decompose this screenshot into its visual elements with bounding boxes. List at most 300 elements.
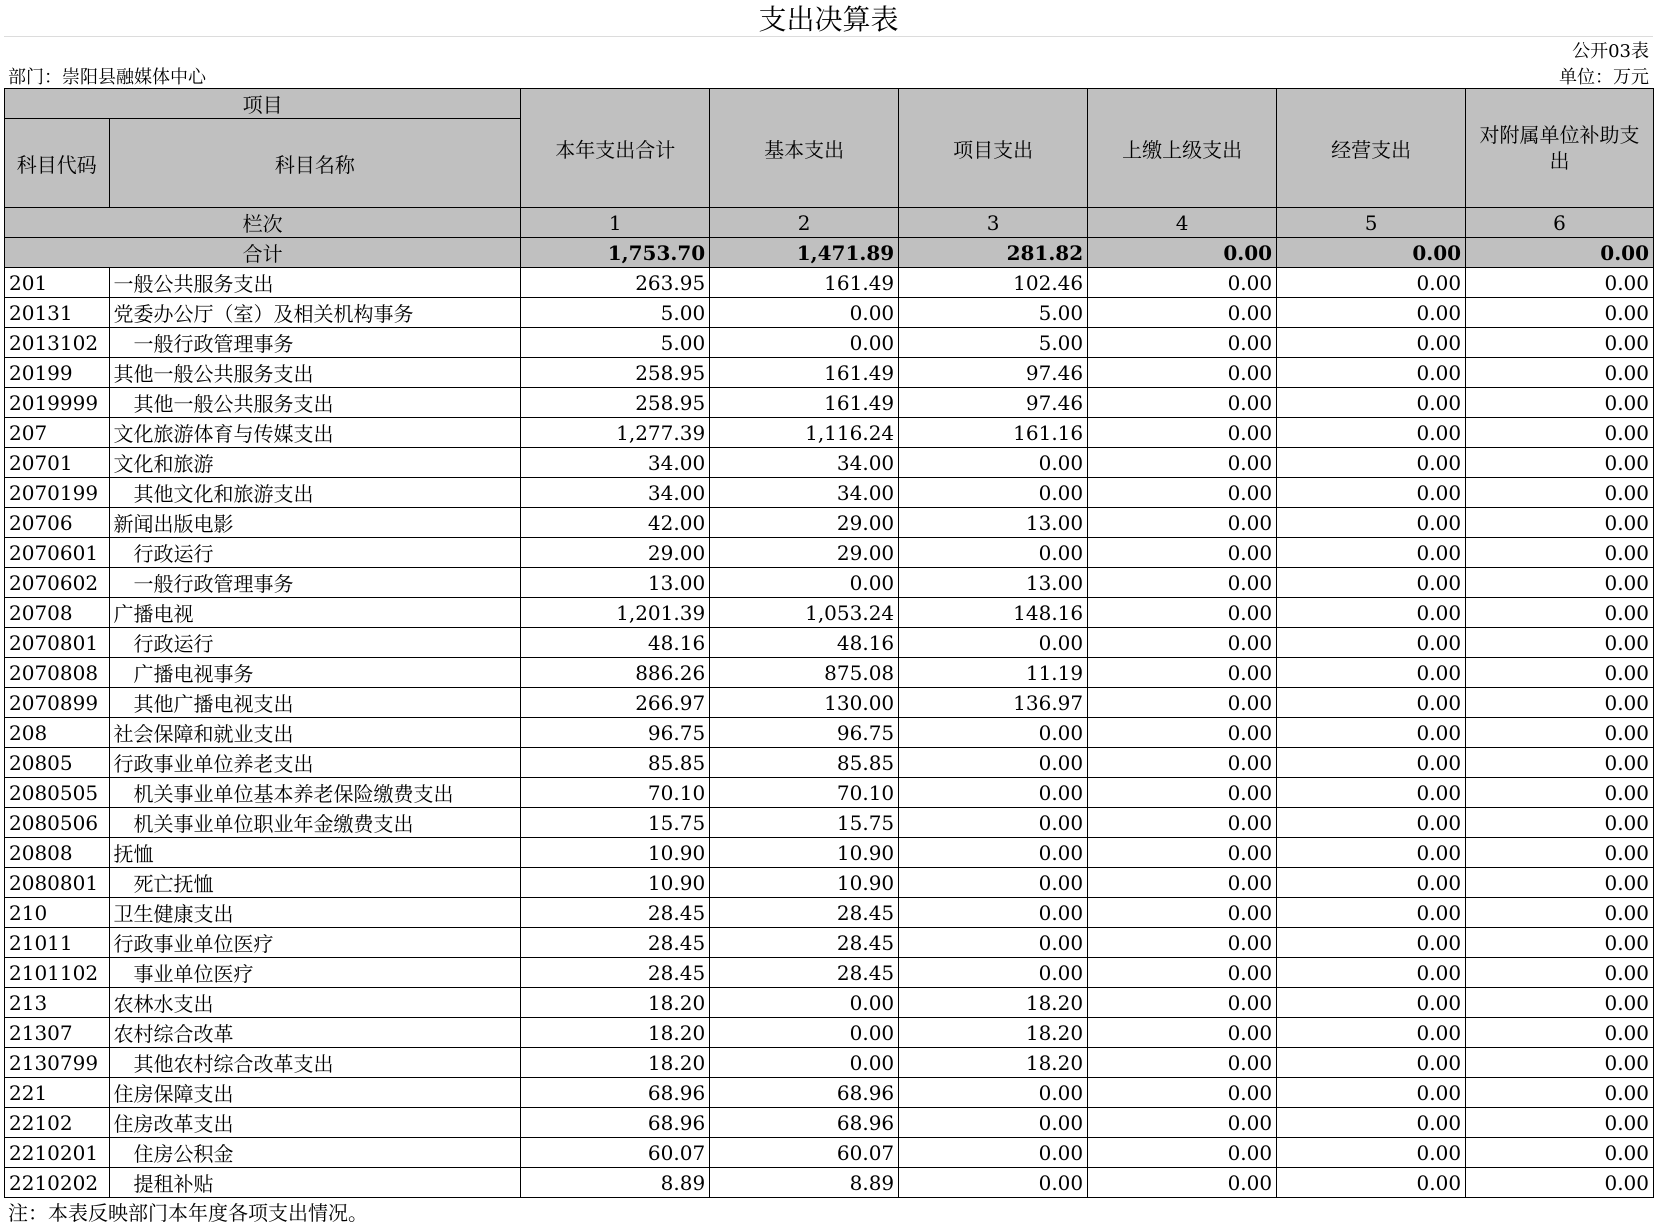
subject-code-cell: 2070601 bbox=[5, 538, 110, 568]
total-cell: 0.00 bbox=[1277, 238, 1466, 268]
amount-cell: 85.85 bbox=[521, 748, 710, 778]
subject-name-cell: 卫生健康支出 bbox=[109, 898, 521, 928]
header-col-total: 本年支出合计 bbox=[521, 89, 710, 208]
amount-cell: 0.00 bbox=[899, 898, 1088, 928]
amount-cell: 97.46 bbox=[899, 388, 1088, 418]
table-row bbox=[5, 448, 1654, 478]
subject-code-cell: 22102 bbox=[5, 1108, 110, 1138]
subject-name-cell: 一般公共服务支出 bbox=[109, 268, 521, 298]
subject-name-cell: 广播电视 bbox=[109, 598, 521, 628]
amount-cell: 0.00 bbox=[899, 838, 1088, 868]
amount-cell: 0.00 bbox=[1466, 988, 1654, 1018]
amount-cell: 13.00 bbox=[521, 568, 710, 598]
amount-cell: 0.00 bbox=[899, 928, 1088, 958]
amount-cell: 0.00 bbox=[899, 778, 1088, 808]
column-index-row bbox=[5, 208, 1654, 238]
subject-code-cell: 20701 bbox=[5, 448, 110, 478]
table-row bbox=[5, 358, 1654, 388]
amount-cell: 0.00 bbox=[899, 1108, 1088, 1138]
amount-cell: 60.07 bbox=[521, 1138, 710, 1168]
amount-cell: 0.00 bbox=[899, 1078, 1088, 1108]
subject-name-cell: 其他一般公共服务支出 bbox=[109, 388, 521, 418]
table-row bbox=[5, 598, 1654, 628]
header-project: 项目 bbox=[5, 89, 521, 119]
subject-code-cell: 2019999 bbox=[5, 388, 110, 418]
amount-cell: 0.00 bbox=[1277, 1048, 1466, 1078]
amount-cell: 28.45 bbox=[521, 928, 710, 958]
amount-cell: 0.00 bbox=[1277, 328, 1466, 358]
amount-cell: 0.00 bbox=[1277, 748, 1466, 778]
subject-name-cell: 新闻出版电影 bbox=[109, 508, 521, 538]
amount-cell: 70.10 bbox=[710, 778, 899, 808]
amount-cell: 0.00 bbox=[1088, 958, 1277, 988]
amount-cell: 0.00 bbox=[1088, 898, 1277, 928]
amount-cell: 0.00 bbox=[1277, 958, 1466, 988]
amount-cell: 18.20 bbox=[521, 1048, 710, 1078]
amount-cell: 0.00 bbox=[1088, 328, 1277, 358]
total-cell: 1,471.89 bbox=[710, 238, 899, 268]
amount-cell: 0.00 bbox=[1466, 658, 1654, 688]
subject-name-cell: 一般行政管理事务 bbox=[109, 328, 521, 358]
subject-name-cell: 农林水支出 bbox=[109, 988, 521, 1018]
subject-code-cell: 2070899 bbox=[5, 688, 110, 718]
column-index-cell: 6 bbox=[1466, 208, 1654, 238]
table-row bbox=[5, 898, 1654, 928]
subject-code-cell: 2070801 bbox=[5, 628, 110, 658]
subject-name-cell: 农村综合改革 bbox=[109, 1018, 521, 1048]
amount-cell: 0.00 bbox=[1466, 268, 1654, 298]
amount-cell: 1,277.39 bbox=[521, 418, 710, 448]
amount-cell: 258.95 bbox=[521, 388, 710, 418]
subject-code-cell: 2210202 bbox=[5, 1168, 110, 1198]
amount-cell: 0.00 bbox=[1466, 508, 1654, 538]
amount-cell: 48.16 bbox=[710, 628, 899, 658]
subject-code-cell: 210 bbox=[5, 898, 110, 928]
table-row bbox=[5, 1168, 1654, 1198]
amount-cell: 130.00 bbox=[710, 688, 899, 718]
amount-cell: 0.00 bbox=[1466, 1018, 1654, 1048]
table-row bbox=[5, 808, 1654, 838]
amount-cell: 258.95 bbox=[521, 358, 710, 388]
amount-cell: 18.20 bbox=[899, 1018, 1088, 1048]
amount-cell: 0.00 bbox=[1277, 898, 1466, 928]
amount-cell: 886.26 bbox=[521, 658, 710, 688]
unit-label: 单位：万元 bbox=[1559, 67, 1649, 88]
amount-cell: 0.00 bbox=[1277, 1078, 1466, 1108]
amount-cell: 28.45 bbox=[521, 898, 710, 928]
amount-cell: 0.00 bbox=[1466, 748, 1654, 778]
amount-cell: 68.96 bbox=[710, 1078, 899, 1108]
amount-cell: 13.00 bbox=[899, 568, 1088, 598]
amount-cell: 34.00 bbox=[710, 478, 899, 508]
subject-name-cell: 一般行政管理事务 bbox=[109, 568, 521, 598]
amount-cell: 0.00 bbox=[1277, 868, 1466, 898]
table-row bbox=[5, 508, 1654, 538]
table-row bbox=[5, 748, 1654, 778]
subject-code-cell: 21307 bbox=[5, 1018, 110, 1048]
amount-cell: 0.00 bbox=[1088, 568, 1277, 598]
subject-code-cell: 20805 bbox=[5, 748, 110, 778]
amount-cell: 0.00 bbox=[1277, 988, 1466, 1018]
amount-cell: 0.00 bbox=[1466, 838, 1654, 868]
amount-cell: 0.00 bbox=[1466, 328, 1654, 358]
amount-cell: 0.00 bbox=[1277, 838, 1466, 868]
department-label: 部门：崇阳县融媒体中心 bbox=[8, 67, 206, 88]
subject-name-cell: 其他一般公共服务支出 bbox=[109, 358, 521, 388]
amount-cell: 18.20 bbox=[899, 988, 1088, 1018]
subject-code-cell: 2080505 bbox=[5, 778, 110, 808]
amount-cell: 42.00 bbox=[521, 508, 710, 538]
amount-cell: 5.00 bbox=[899, 298, 1088, 328]
amount-cell: 0.00 bbox=[1466, 718, 1654, 748]
header-col-project: 项目支出 bbox=[899, 89, 1088, 208]
subject-name-cell: 文化旅游体育与传媒支出 bbox=[109, 418, 521, 448]
amount-cell: 0.00 bbox=[1088, 508, 1277, 538]
amount-cell: 1,116.24 bbox=[710, 418, 899, 448]
amount-cell: 0.00 bbox=[710, 1048, 899, 1078]
amount-cell: 0.00 bbox=[1466, 1168, 1654, 1198]
amount-cell: 0.00 bbox=[899, 808, 1088, 838]
subject-code-cell: 20708 bbox=[5, 598, 110, 628]
amount-cell: 18.20 bbox=[521, 1018, 710, 1048]
amount-cell: 28.45 bbox=[710, 958, 899, 988]
amount-cell: 0.00 bbox=[1088, 688, 1277, 718]
amount-cell: 68.96 bbox=[521, 1078, 710, 1108]
table-row bbox=[5, 838, 1654, 868]
amount-cell: 0.00 bbox=[1466, 898, 1654, 928]
amount-cell: 70.10 bbox=[521, 778, 710, 808]
table-row bbox=[5, 388, 1654, 418]
amount-cell: 10.90 bbox=[710, 838, 899, 868]
subject-name-cell: 文化和旅游 bbox=[109, 448, 521, 478]
amount-cell: 5.00 bbox=[521, 328, 710, 358]
amount-cell: 60.07 bbox=[710, 1138, 899, 1168]
subject-name-cell: 行政事业单位医疗 bbox=[109, 928, 521, 958]
amount-cell: 0.00 bbox=[899, 718, 1088, 748]
subject-name-cell: 机关事业单位职业年金缴费支出 bbox=[109, 808, 521, 838]
amount-cell: 0.00 bbox=[1088, 478, 1277, 508]
total-row bbox=[5, 238, 1654, 268]
amount-cell: 0.00 bbox=[1088, 1138, 1277, 1168]
amount-cell: 0.00 bbox=[1088, 988, 1277, 1018]
table-row bbox=[5, 1108, 1654, 1138]
amount-cell: 0.00 bbox=[1277, 478, 1466, 508]
amount-cell: 0.00 bbox=[1466, 628, 1654, 658]
table-row bbox=[5, 298, 1654, 328]
amount-cell: 0.00 bbox=[1088, 1168, 1277, 1198]
subject-name-cell: 其他广播电视支出 bbox=[109, 688, 521, 718]
amount-cell: 8.89 bbox=[521, 1168, 710, 1198]
amount-cell: 0.00 bbox=[710, 328, 899, 358]
table-row bbox=[5, 778, 1654, 808]
amount-cell: 0.00 bbox=[899, 628, 1088, 658]
expenditure-table bbox=[4, 88, 1654, 1198]
table-row bbox=[5, 1078, 1654, 1108]
column-index-label: 栏次 bbox=[5, 208, 521, 238]
column-index-cell: 1 bbox=[521, 208, 710, 238]
amount-cell: 34.00 bbox=[521, 478, 710, 508]
amount-cell: 0.00 bbox=[1088, 1108, 1277, 1138]
column-index-cell: 2 bbox=[710, 208, 899, 238]
table-row bbox=[5, 868, 1654, 898]
subject-code-cell: 2080506 bbox=[5, 808, 110, 838]
amount-cell: 0.00 bbox=[1466, 418, 1654, 448]
amount-cell: 161.16 bbox=[899, 418, 1088, 448]
subject-code-cell: 20808 bbox=[5, 838, 110, 868]
amount-cell: 85.85 bbox=[710, 748, 899, 778]
amount-cell: 68.96 bbox=[521, 1108, 710, 1138]
amount-cell: 15.75 bbox=[521, 808, 710, 838]
header-col-operating: 经营支出 bbox=[1277, 89, 1466, 208]
subject-code-cell: 2013102 bbox=[5, 328, 110, 358]
amount-cell: 0.00 bbox=[899, 1138, 1088, 1168]
amount-cell: 0.00 bbox=[899, 868, 1088, 898]
amount-cell: 1,053.24 bbox=[710, 598, 899, 628]
amount-cell: 0.00 bbox=[1466, 1078, 1654, 1108]
amount-cell: 18.20 bbox=[521, 988, 710, 1018]
amount-cell: 0.00 bbox=[1088, 718, 1277, 748]
amount-cell: 96.75 bbox=[521, 718, 710, 748]
amount-cell: 0.00 bbox=[1466, 808, 1654, 838]
amount-cell: 0.00 bbox=[1088, 1018, 1277, 1048]
amount-cell: 0.00 bbox=[899, 478, 1088, 508]
subject-name-cell: 机关事业单位基本养老保险缴费支出 bbox=[109, 778, 521, 808]
amount-cell: 0.00 bbox=[1088, 1048, 1277, 1078]
subject-name-cell: 抚恤 bbox=[109, 838, 521, 868]
amount-cell: 0.00 bbox=[899, 958, 1088, 988]
column-index-cell: 5 bbox=[1277, 208, 1466, 238]
table-row bbox=[5, 958, 1654, 988]
amount-cell: 0.00 bbox=[1277, 1108, 1466, 1138]
subject-name-cell: 行政运行 bbox=[109, 628, 521, 658]
table-row bbox=[5, 628, 1654, 658]
amount-cell: 10.90 bbox=[521, 838, 710, 868]
column-index-cell: 4 bbox=[1088, 208, 1277, 238]
table-row bbox=[5, 418, 1654, 448]
amount-cell: 0.00 bbox=[1277, 1138, 1466, 1168]
amount-cell: 97.46 bbox=[899, 358, 1088, 388]
amount-cell: 0.00 bbox=[1466, 478, 1654, 508]
amount-cell: 96.75 bbox=[710, 718, 899, 748]
subject-code-cell: 2070808 bbox=[5, 658, 110, 688]
amount-cell: 0.00 bbox=[1088, 298, 1277, 328]
sheet-gridline bbox=[4, 36, 1653, 89]
amount-cell: 0.00 bbox=[1466, 538, 1654, 568]
amount-cell: 263.95 bbox=[521, 268, 710, 298]
amount-cell: 15.75 bbox=[710, 808, 899, 838]
amount-cell: 0.00 bbox=[1277, 268, 1466, 298]
header-col-subsidy: 对附属单位补助支出 bbox=[1466, 89, 1654, 208]
subject-code-cell: 213 bbox=[5, 988, 110, 1018]
amount-cell: 0.00 bbox=[1088, 598, 1277, 628]
amount-cell: 0.00 bbox=[1466, 868, 1654, 898]
table-row bbox=[5, 928, 1654, 958]
amount-cell: 136.97 bbox=[899, 688, 1088, 718]
amount-cell: 0.00 bbox=[1088, 808, 1277, 838]
subject-code-cell: 21011 bbox=[5, 928, 110, 958]
subject-name-cell: 广播电视事务 bbox=[109, 658, 521, 688]
header-col-basic: 基本支出 bbox=[710, 89, 899, 208]
subject-code-cell: 207 bbox=[5, 418, 110, 448]
table-row bbox=[5, 688, 1654, 718]
amount-cell: 875.08 bbox=[710, 658, 899, 688]
amount-cell: 0.00 bbox=[1088, 268, 1277, 298]
amount-cell: 10.90 bbox=[710, 868, 899, 898]
header-name: 科目名称 bbox=[109, 119, 521, 208]
subject-code-cell: 2070602 bbox=[5, 568, 110, 598]
amount-cell: 0.00 bbox=[899, 748, 1088, 778]
amount-cell: 0.00 bbox=[1277, 688, 1466, 718]
form-number: 公开03表 bbox=[1572, 41, 1649, 62]
amount-cell: 0.00 bbox=[1088, 1078, 1277, 1108]
subject-name-cell: 党委办公厅（室）及相关机构事务 bbox=[109, 298, 521, 328]
amount-cell: 0.00 bbox=[1277, 358, 1466, 388]
subject-code-cell: 2210201 bbox=[5, 1138, 110, 1168]
table-row bbox=[5, 478, 1654, 508]
amount-cell: 161.49 bbox=[710, 268, 899, 298]
amount-cell: 0.00 bbox=[899, 538, 1088, 568]
subject-name-cell: 住房改革支出 bbox=[109, 1108, 521, 1138]
amount-cell: 148.16 bbox=[899, 598, 1088, 628]
amount-cell: 29.00 bbox=[710, 508, 899, 538]
amount-cell: 0.00 bbox=[1088, 928, 1277, 958]
subject-name-cell: 死亡抚恤 bbox=[109, 868, 521, 898]
amount-cell: 10.90 bbox=[521, 868, 710, 898]
amount-cell: 0.00 bbox=[1466, 298, 1654, 328]
amount-cell: 0.00 bbox=[1088, 658, 1277, 688]
amount-cell: 0.00 bbox=[1277, 808, 1466, 838]
amount-cell: 0.00 bbox=[1277, 508, 1466, 538]
subject-name-cell: 提租补贴 bbox=[109, 1168, 521, 1198]
amount-cell: 0.00 bbox=[1466, 448, 1654, 478]
amount-cell: 0.00 bbox=[1277, 298, 1466, 328]
amount-cell: 0.00 bbox=[1277, 778, 1466, 808]
amount-cell: 0.00 bbox=[1277, 418, 1466, 448]
table-row bbox=[5, 988, 1654, 1018]
total-label: 合计 bbox=[5, 238, 521, 268]
amount-cell: 0.00 bbox=[710, 298, 899, 328]
amount-cell: 1,201.39 bbox=[521, 598, 710, 628]
amount-cell: 11.19 bbox=[899, 658, 1088, 688]
amount-cell: 8.89 bbox=[710, 1168, 899, 1198]
subject-code-cell: 20199 bbox=[5, 358, 110, 388]
amount-cell: 34.00 bbox=[521, 448, 710, 478]
amount-cell: 0.00 bbox=[1277, 718, 1466, 748]
subject-name-cell: 住房公积金 bbox=[109, 1138, 521, 1168]
amount-cell: 0.00 bbox=[1277, 598, 1466, 628]
amount-cell: 0.00 bbox=[1466, 928, 1654, 958]
amount-cell: 0.00 bbox=[1277, 628, 1466, 658]
amount-cell: 48.16 bbox=[521, 628, 710, 658]
amount-cell: 5.00 bbox=[521, 298, 710, 328]
amount-cell: 0.00 bbox=[1466, 778, 1654, 808]
amount-cell: 102.46 bbox=[899, 268, 1088, 298]
amount-cell: 0.00 bbox=[1088, 868, 1277, 898]
subject-code-cell: 20131 bbox=[5, 298, 110, 328]
amount-cell: 0.00 bbox=[1277, 538, 1466, 568]
amount-cell: 0.00 bbox=[1277, 448, 1466, 478]
subject-code-cell: 20706 bbox=[5, 508, 110, 538]
amount-cell: 266.97 bbox=[521, 688, 710, 718]
amount-cell: 29.00 bbox=[710, 538, 899, 568]
amount-cell: 0.00 bbox=[710, 988, 899, 1018]
amount-cell: 0.00 bbox=[1088, 838, 1277, 868]
total-cell: 0.00 bbox=[1466, 238, 1654, 268]
amount-cell: 34.00 bbox=[710, 448, 899, 478]
amount-cell: 0.00 bbox=[710, 568, 899, 598]
amount-cell: 0.00 bbox=[1466, 598, 1654, 628]
amount-cell: 68.96 bbox=[710, 1108, 899, 1138]
amount-cell: 0.00 bbox=[1466, 1108, 1654, 1138]
subject-name-cell: 事业单位医疗 bbox=[109, 958, 521, 988]
table-row bbox=[5, 1018, 1654, 1048]
subject-name-cell: 其他文化和旅游支出 bbox=[109, 478, 521, 508]
subject-name-cell: 行政运行 bbox=[109, 538, 521, 568]
table-note: 注：本表反映部门本年度各项支出情况。 bbox=[8, 1201, 368, 1225]
total-cell: 0.00 bbox=[1088, 238, 1277, 268]
amount-cell: 0.00 bbox=[1088, 358, 1277, 388]
table-row bbox=[5, 328, 1654, 358]
amount-cell: 13.00 bbox=[899, 508, 1088, 538]
table-row bbox=[5, 268, 1654, 298]
amount-cell: 0.00 bbox=[1277, 568, 1466, 598]
amount-cell: 29.00 bbox=[521, 538, 710, 568]
amount-cell: 0.00 bbox=[899, 1168, 1088, 1198]
total-cell: 1,753.70 bbox=[521, 238, 710, 268]
amount-cell: 0.00 bbox=[1277, 1018, 1466, 1048]
header-col-remit: 上缴上级支出 bbox=[1088, 89, 1277, 208]
subject-name-cell: 其他农村综合改革支出 bbox=[109, 1048, 521, 1078]
amount-cell: 0.00 bbox=[1466, 688, 1654, 718]
amount-cell: 0.00 bbox=[899, 448, 1088, 478]
amount-cell: 28.45 bbox=[710, 898, 899, 928]
amount-cell: 0.00 bbox=[1277, 658, 1466, 688]
amount-cell: 5.00 bbox=[899, 328, 1088, 358]
amount-cell: 28.45 bbox=[521, 958, 710, 988]
amount-cell: 0.00 bbox=[1466, 388, 1654, 418]
table-row bbox=[5, 658, 1654, 688]
table-row bbox=[5, 1138, 1654, 1168]
table-row bbox=[5, 1048, 1654, 1078]
subject-code-cell: 2080801 bbox=[5, 868, 110, 898]
subject-code-cell: 221 bbox=[5, 1078, 110, 1108]
amount-cell: 0.00 bbox=[1088, 628, 1277, 658]
subject-code-cell: 2130799 bbox=[5, 1048, 110, 1078]
column-index-cell: 3 bbox=[899, 208, 1088, 238]
amount-cell: 0.00 bbox=[1277, 388, 1466, 418]
subject-code-cell: 208 bbox=[5, 718, 110, 748]
amount-cell: 18.20 bbox=[899, 1048, 1088, 1078]
amount-cell: 161.49 bbox=[710, 388, 899, 418]
amount-cell: 161.49 bbox=[710, 358, 899, 388]
table-row bbox=[5, 538, 1654, 568]
page-title: 支出决算表 bbox=[758, 3, 899, 36]
amount-cell: 0.00 bbox=[1088, 748, 1277, 778]
amount-cell: 0.00 bbox=[1088, 388, 1277, 418]
subject-code-cell: 2101102 bbox=[5, 958, 110, 988]
amount-cell: 0.00 bbox=[1277, 928, 1466, 958]
subject-name-cell: 住房保障支出 bbox=[109, 1078, 521, 1108]
amount-cell: 0.00 bbox=[1088, 538, 1277, 568]
amount-cell: 0.00 bbox=[1466, 958, 1654, 988]
amount-cell: 0.00 bbox=[1466, 568, 1654, 598]
amount-cell: 0.00 bbox=[1277, 1168, 1466, 1198]
amount-cell: 28.45 bbox=[710, 928, 899, 958]
header-code: 科目代码 bbox=[5, 119, 110, 208]
amount-cell: 0.00 bbox=[1466, 358, 1654, 388]
subject-name-cell: 行政事业单位养老支出 bbox=[109, 748, 521, 778]
subject-code-cell: 201 bbox=[5, 268, 110, 298]
